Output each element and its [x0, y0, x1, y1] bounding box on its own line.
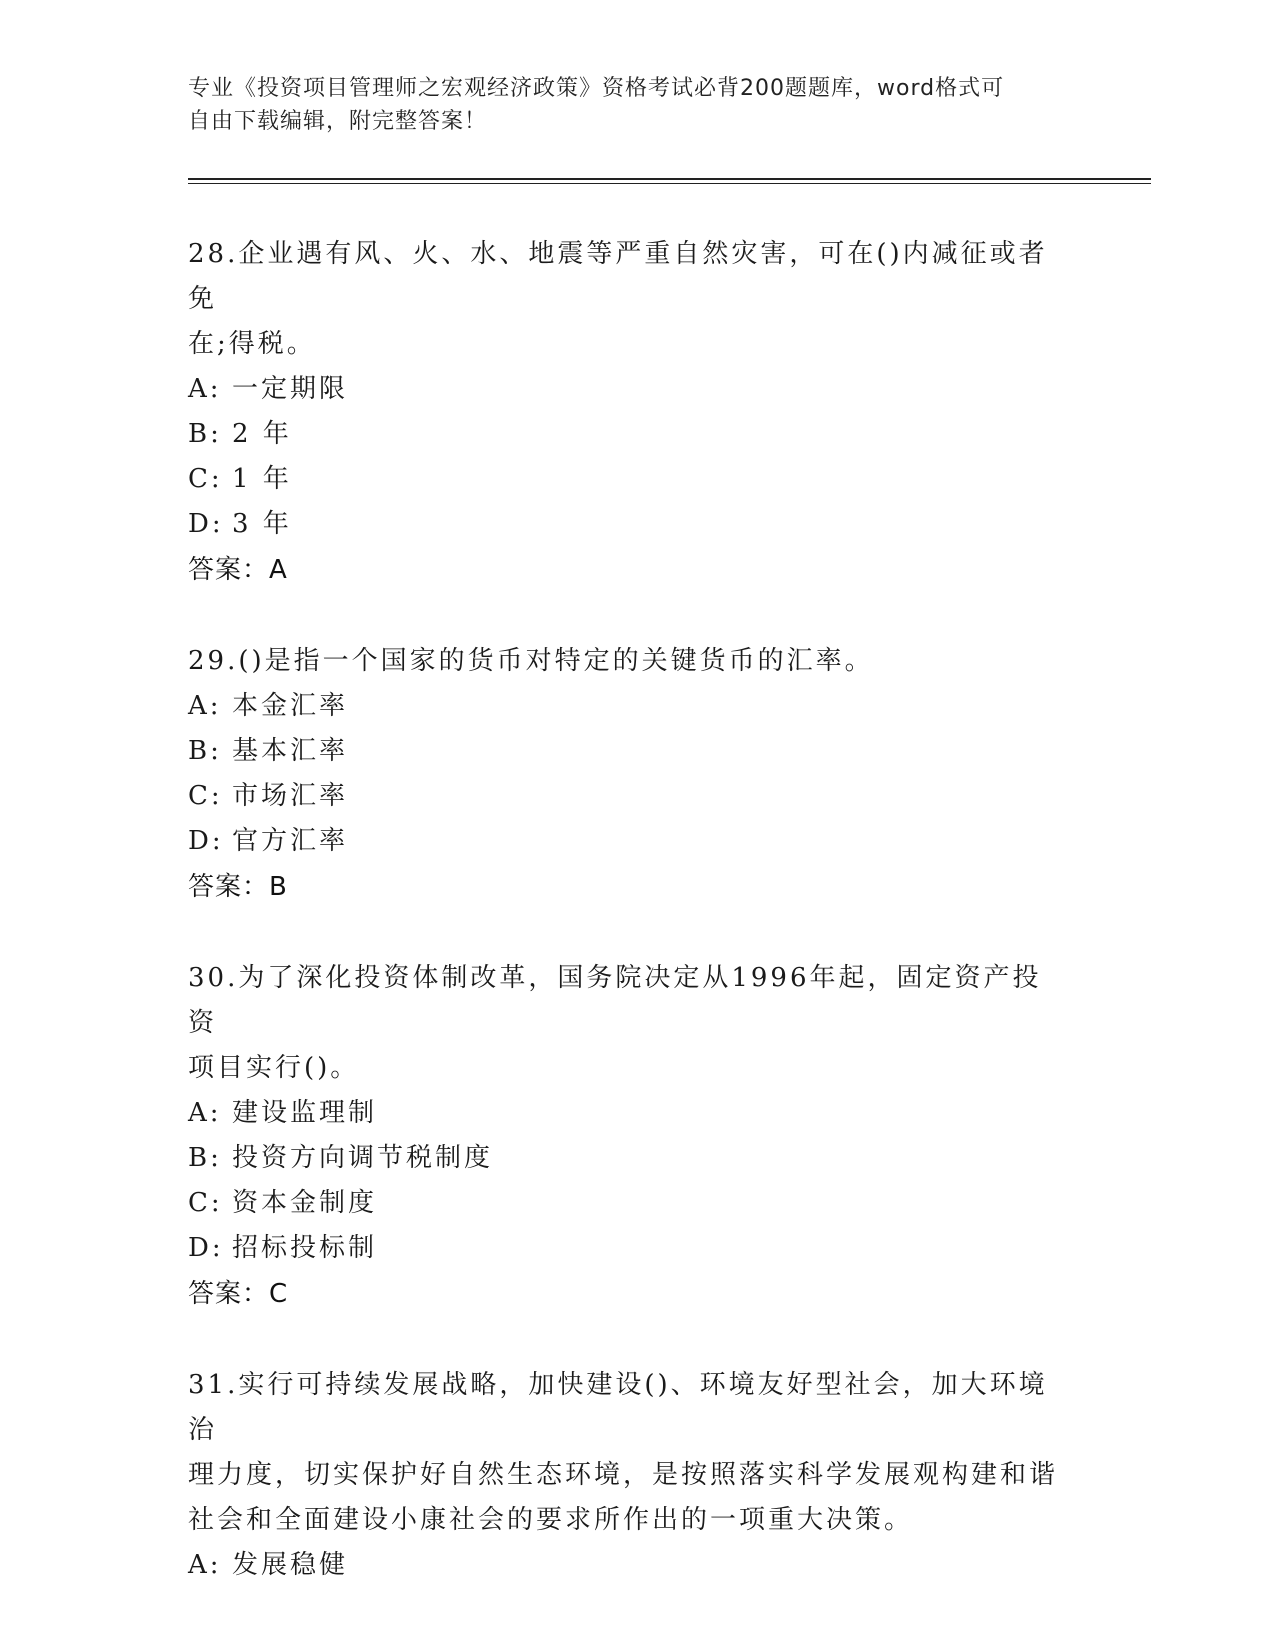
- header-title-line-1: 专业《投资项目管理师之宏观经济政策》资格考试必背200题题库，word格式可: [188, 76, 1005, 101]
- answer-label: 答案：A: [188, 555, 288, 585]
- option-b: B: 投资方向调节税制度: [188, 1143, 494, 1173]
- option-d: D: 3 年: [188, 509, 292, 539]
- question-stem: 28.企业遇有风、火、水、地震等严重自然灾害，可在()内减征或者免 在;得税。: [188, 239, 1048, 359]
- answer-label: 答案：B: [188, 872, 288, 902]
- header-divider-thin: [188, 183, 1151, 184]
- question-stem: 30.为了深化投资体制改革，国务院决定从1996年起，固定资产投资 项目实行()。: [188, 963, 1042, 1083]
- option-a: A: 发展稳健: [188, 1550, 349, 1580]
- option-b: B: 2 年: [188, 419, 292, 449]
- option-d: D: 官方汇率: [188, 826, 349, 856]
- header-divider-thick: [188, 178, 1151, 180]
- option-c: C: 市场汇率: [188, 781, 349, 811]
- header-title-line-2: 自由下载编辑，附完整答案！: [188, 109, 488, 134]
- option-a: A: 一定期限: [188, 374, 349, 404]
- option-c: C: 资本金制度: [188, 1188, 378, 1218]
- question-stem: 31.实行可持续发展战略，加快建设()、环境友好型社会，加大环境治 理力度，切实保护好自然生态环境，是按照落实科学发展观构建和谐 社会和全面建设小康社会的要求所作出的一项重大决策。: [188, 1370, 1059, 1535]
- option-c: C: 1 年: [188, 464, 292, 494]
- option-a: A: 本金汇率: [188, 691, 349, 721]
- question-item: [188, 956, 1068, 1317]
- question-item: [188, 232, 1068, 593]
- question-stem: 29.()是指一个国家的货币对特定的关键货币的汇率。: [188, 646, 874, 676]
- option-d: D: 招标投标制: [188, 1233, 378, 1263]
- question-item: [188, 1363, 1068, 1588]
- option-b: B: 基本汇率: [188, 736, 349, 766]
- option-a: A: 建设监理制: [188, 1098, 378, 1128]
- question-item: [188, 639, 1068, 910]
- answer-label: 答案：C: [188, 1279, 289, 1309]
- question-list: [188, 232, 1068, 1634]
- document-header: [188, 72, 1068, 138]
